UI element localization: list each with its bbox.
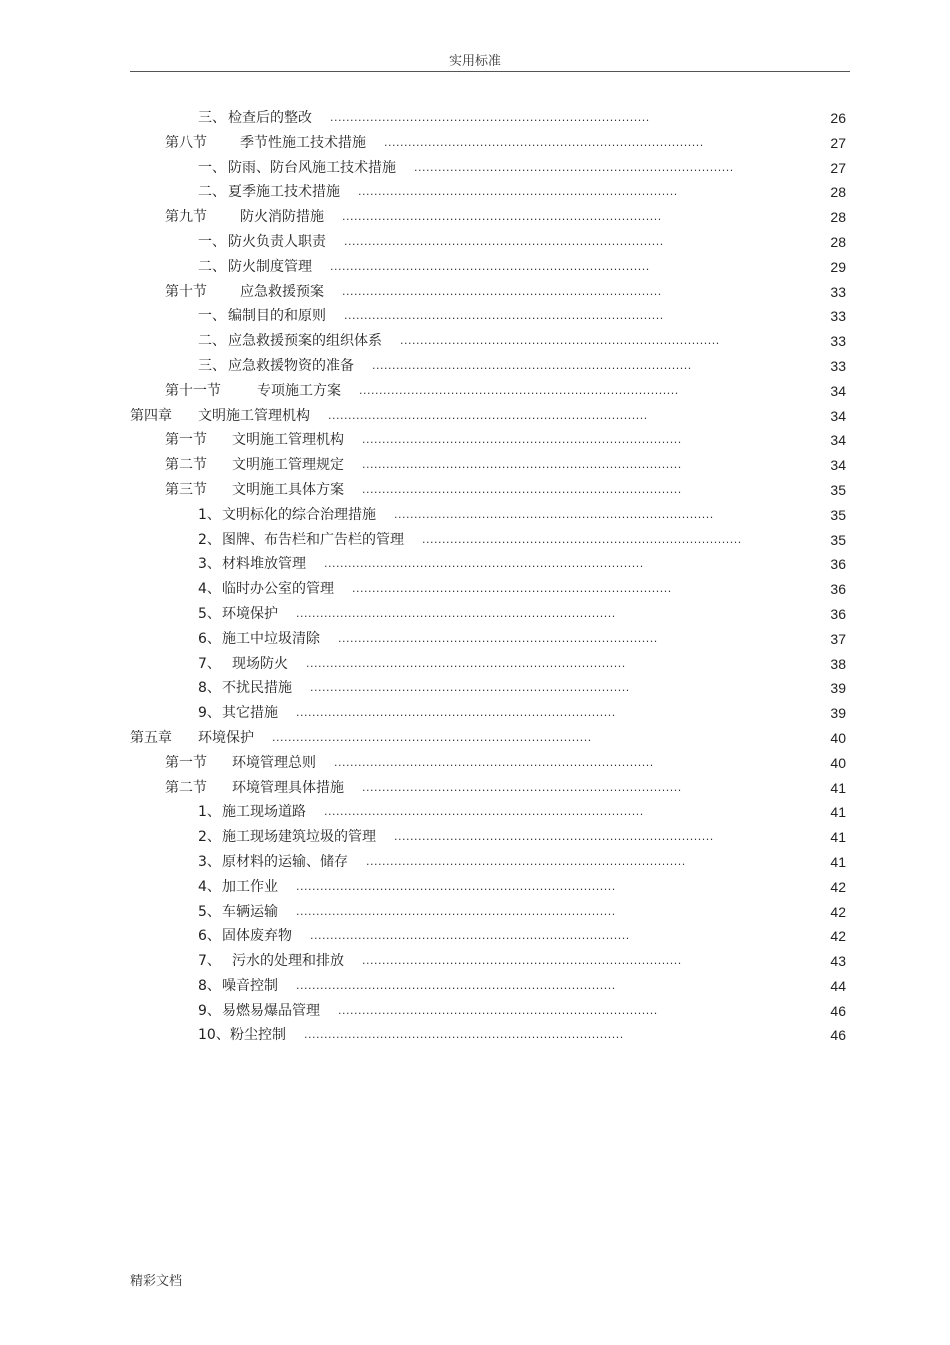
toc-entry[interactable] xyxy=(0,850,950,875)
toc-entry-number: 二、 xyxy=(198,333,226,350)
toc-entry-title: 应急救援预案 xyxy=(240,283,324,300)
toc-entry-title: 固体废弃物 xyxy=(222,928,292,945)
toc-entry-number: 第二节 xyxy=(165,457,207,474)
toc-entry[interactable] xyxy=(0,180,950,205)
toc-entry-number: 第十一节 xyxy=(165,382,221,399)
toc-page-number: 43 xyxy=(830,953,846,970)
toc-page-number: 39 xyxy=(830,705,846,722)
toc-entry-number: 第八节 xyxy=(165,134,207,151)
toc-entry-number: 3、 xyxy=(198,853,221,870)
toc-entry-title: 临时办公室的管理 xyxy=(222,581,334,598)
toc-entry-number: 第三节 xyxy=(165,481,207,498)
toc-entry-title: 文明施工管理规定 xyxy=(232,457,344,474)
toc-entry-title: 环境管理总则 xyxy=(232,754,316,771)
toc-entry-number: 2、 xyxy=(198,531,221,548)
toc-entry-number: 1、 xyxy=(198,804,221,821)
toc-page-number: 33 xyxy=(830,357,846,374)
toc-page-number: 28 xyxy=(830,209,846,226)
toc-leader-dots: ................................................................................ xyxy=(362,433,682,447)
toc-entry[interactable] xyxy=(0,875,950,900)
toc-entry-number: 3、 xyxy=(198,556,221,573)
toc-entry[interactable] xyxy=(0,156,950,181)
toc-leader-dots: ................................................................................ xyxy=(296,978,616,992)
toc-entry-title: 施工中垃圾清除 xyxy=(222,630,320,647)
toc-entry-title: 粉尘控制 xyxy=(230,1027,286,1044)
toc-entry-number: 第十节 xyxy=(165,283,207,300)
toc-entry-number: 第一节 xyxy=(165,754,207,771)
toc-entry[interactable] xyxy=(0,354,950,379)
header-rule xyxy=(130,71,850,72)
toc-entry-title: 施工现场建筑垃圾的管理 xyxy=(222,829,376,846)
toc-page-number: 35 xyxy=(830,506,846,523)
toc-page-number: 35 xyxy=(830,481,846,498)
toc-page-number: 41 xyxy=(830,804,846,821)
toc-entry-title: 环境管理具体措施 xyxy=(232,779,344,796)
toc-leader-dots: ................................................................................ xyxy=(422,532,742,546)
toc-entry[interactable] xyxy=(0,255,950,280)
toc-page-number: 36 xyxy=(830,556,846,573)
toc-page-number: 36 xyxy=(830,605,846,622)
toc-entry-title: 文明标化的综合治理措施 xyxy=(222,506,376,523)
toc-entry[interactable] xyxy=(0,503,950,528)
toc-leader-dots: ................................................................................ xyxy=(324,805,644,819)
toc-entry[interactable] xyxy=(0,428,950,453)
toc-entry-title: 环境保护 xyxy=(198,729,254,746)
toc-page-number: 27 xyxy=(830,159,846,176)
toc-page-number: 38 xyxy=(830,655,846,672)
toc-entry-number: 6、 xyxy=(198,928,221,945)
toc-leader-dots: ................................................................................ xyxy=(344,234,664,248)
toc-entry-title: 应急救援物资的准备 xyxy=(228,357,354,374)
toc-leader-dots: ................................................................................ xyxy=(330,259,650,273)
toc-entry-number: 二、 xyxy=(198,258,226,275)
toc-entry-number: 一、 xyxy=(198,308,226,325)
toc-entry-title: 不扰民措施 xyxy=(222,680,292,697)
toc-entry-title: 防雨、防台风施工技术措施 xyxy=(228,159,396,176)
toc-leader-dots: ................................................................................ xyxy=(306,656,626,670)
toc-entry-number: 6、 xyxy=(198,630,221,647)
toc-page-number: 33 xyxy=(830,308,846,325)
toc-entry[interactable] xyxy=(0,528,950,553)
toc-entry-title: 其它措施 xyxy=(222,705,278,722)
toc-page-number: 42 xyxy=(830,903,846,920)
toc-page-number: 28 xyxy=(830,233,846,250)
toc-page-number: 42 xyxy=(830,878,846,895)
toc-page-number: 41 xyxy=(830,853,846,870)
toc-page-number: 40 xyxy=(830,729,846,746)
toc-entry-title: 原材料的运输、储存 xyxy=(222,853,348,870)
toc-entry-title: 文明施工具体方案 xyxy=(232,481,344,498)
toc-leader-dots: ................................................................................ xyxy=(328,408,648,422)
toc-page-number: 28 xyxy=(830,184,846,201)
toc-leader-dots: ................................................................................ xyxy=(310,929,630,943)
toc-page-number: 46 xyxy=(830,1027,846,1044)
toc-leader-dots: ................................................................................ xyxy=(344,309,664,323)
toc-page-number: 42 xyxy=(830,928,846,945)
toc-entry-number: 9、 xyxy=(198,1002,221,1019)
toc-entry-number: 7、 xyxy=(198,655,221,672)
toc-page-number: 27 xyxy=(830,134,846,151)
toc-entry[interactable] xyxy=(0,131,950,156)
toc-entry-number: 2、 xyxy=(198,829,221,846)
toc-entry-number: 第五章 xyxy=(130,729,172,746)
toc-leader-dots: ................................................................................ xyxy=(358,185,678,199)
toc-entry-title: 加工作业 xyxy=(222,878,278,895)
toc-leader-dots: ................................................................................ xyxy=(304,1028,624,1042)
toc-leader-dots: ................................................................................ xyxy=(338,1003,658,1017)
toc-entry[interactable] xyxy=(0,652,950,677)
toc-entry[interactable] xyxy=(0,329,950,354)
toc-leader-dots: ................................................................................ xyxy=(334,755,654,769)
toc-page-number: 34 xyxy=(830,432,846,449)
toc-entry-number: 第九节 xyxy=(165,209,207,226)
toc-page-number: 44 xyxy=(830,977,846,994)
toc-entry[interactable] xyxy=(0,627,950,652)
toc-entry[interactable] xyxy=(0,453,950,478)
toc-page-number: 41 xyxy=(830,829,846,846)
toc-entry-number: 8、 xyxy=(198,977,221,994)
toc-entry-title: 季节性施工技术措施 xyxy=(240,134,366,151)
toc-entry-title: 文明施工管理机构 xyxy=(198,407,310,424)
toc-entry-title: 现场防火 xyxy=(232,655,288,672)
toc-leader-dots: ................................................................................ xyxy=(362,954,682,968)
toc-leader-dots: ................................................................................ xyxy=(296,904,616,918)
toc-page-number: 35 xyxy=(830,531,846,548)
toc-leader-dots: ................................................................................ xyxy=(272,730,592,744)
toc-entry[interactable] xyxy=(0,404,950,429)
toc-entry[interactable] xyxy=(0,602,950,627)
toc-page-number: 36 xyxy=(830,581,846,598)
toc-entry[interactable] xyxy=(0,825,950,850)
toc-entry-number: 一、 xyxy=(198,233,226,250)
toc-leader-dots: ................................................................................ xyxy=(362,482,682,496)
toc-page-number: 33 xyxy=(830,283,846,300)
page-header: 实用标准 xyxy=(448,54,501,69)
toc-entry-number: 一、 xyxy=(198,159,226,176)
toc-entry-title: 车辆运输 xyxy=(222,903,278,920)
toc-entry-title: 污水的处理和排放 xyxy=(232,953,344,970)
toc-leader-dots: ................................................................................ xyxy=(296,606,616,620)
toc-entry[interactable] xyxy=(0,379,950,404)
toc-entry[interactable] xyxy=(0,751,950,776)
toc-entry-number: 7、 xyxy=(198,953,221,970)
toc-leader-dots: ................................................................................ xyxy=(366,854,686,868)
toc-entry-title: 夏季施工技术措施 xyxy=(228,184,340,201)
toc-entry[interactable] xyxy=(0,106,950,131)
toc-entry-number: 第一节 xyxy=(165,432,207,449)
toc-entry-title: 防火消防措施 xyxy=(240,209,324,226)
toc-entry-number: 9、 xyxy=(198,705,221,722)
toc-entry-number: 4、 xyxy=(198,878,221,895)
toc-entry-number: 1、 xyxy=(198,506,221,523)
toc-entry-number: 4、 xyxy=(198,581,221,598)
toc-entry[interactable] xyxy=(0,304,950,329)
toc-leader-dots: ................................................................................ xyxy=(310,681,630,695)
toc-entry[interactable] xyxy=(0,726,950,751)
toc-entry-title: 施工现场道路 xyxy=(222,804,306,821)
toc-entry-title: 检查后的整改 xyxy=(228,110,312,126)
toc-leader-dots: ................................................................................ xyxy=(342,284,662,298)
toc-entry-number: 5、 xyxy=(198,605,221,622)
toc-leader-dots: ................................................................................ xyxy=(359,383,679,397)
toc-entry-title: 文明施工管理机构 xyxy=(232,432,344,449)
toc-entry-title: 应急救援预案的组织体系 xyxy=(228,333,382,350)
toc-leader-dots: ................................................................................ xyxy=(414,160,734,174)
toc-leader-dots: ................................................................................ xyxy=(384,135,704,149)
toc-leader-dots: ................................................................................ xyxy=(296,879,616,893)
toc-page-number: 37 xyxy=(830,630,846,647)
table-of-contents xyxy=(0,106,950,1048)
toc-page-number: 34 xyxy=(830,457,846,474)
toc-entry[interactable] xyxy=(0,924,950,949)
toc-page-number: 34 xyxy=(830,407,846,424)
toc-entry-number: 第二节 xyxy=(165,779,207,796)
toc-entry[interactable] xyxy=(0,800,950,825)
toc-leader-dots: ................................................................................ xyxy=(338,631,658,645)
toc-entry[interactable] xyxy=(0,577,950,602)
toc-entry[interactable] xyxy=(0,999,950,1024)
toc-entry-title: 编制目的和原则 xyxy=(228,308,326,325)
toc-entry-number: 10、 xyxy=(198,1027,230,1044)
toc-leader-dots: ................................................................................ xyxy=(362,780,682,794)
toc-entry-number: 8、 xyxy=(198,680,221,697)
toc-entry-number: 第四章 xyxy=(130,407,172,424)
toc-entry-title: 易燃易爆品管理 xyxy=(222,1002,320,1019)
toc-entry[interactable] xyxy=(0,949,950,974)
toc-leader-dots: ................................................................................ xyxy=(394,830,714,844)
toc-leader-dots: ................................................................................ xyxy=(324,557,644,571)
toc-leader-dots: ................................................................................ xyxy=(330,111,650,124)
toc-page-number: 33 xyxy=(830,333,846,350)
toc-page-number: 46 xyxy=(830,1002,846,1019)
toc-leader-dots: ................................................................................ xyxy=(352,582,672,596)
toc-entry[interactable] xyxy=(0,701,950,726)
toc-entry[interactable] xyxy=(0,205,950,230)
toc-entry[interactable] xyxy=(0,776,950,801)
toc-entry[interactable] xyxy=(0,552,950,577)
toc-entry[interactable] xyxy=(0,974,950,999)
toc-entry-number: 二、 xyxy=(198,184,226,201)
toc-entry[interactable] xyxy=(0,676,950,701)
toc-leader-dots: ................................................................................ xyxy=(342,210,662,224)
toc-entry-title: 噪音控制 xyxy=(222,977,278,994)
toc-page-number: 26 xyxy=(830,110,846,126)
toc-entry[interactable] xyxy=(0,280,950,305)
toc-leader-dots: ................................................................................ xyxy=(400,334,720,348)
toc-leader-dots: ................................................................................ xyxy=(296,706,616,720)
toc-entry-title: 专项施工方案 xyxy=(257,382,341,399)
toc-entry-title: 环境保护 xyxy=(222,605,278,622)
toc-entry-title: 图牌、布告栏和广告栏的管理 xyxy=(222,531,404,548)
toc-entry-title: 材料堆放管理 xyxy=(222,556,306,573)
toc-page-number: 39 xyxy=(830,680,846,697)
toc-leader-dots: ................................................................................ xyxy=(362,458,682,472)
toc-entry[interactable] xyxy=(0,478,950,503)
toc-page-number: 34 xyxy=(830,382,846,399)
toc-entry-number: 三、 xyxy=(198,357,226,374)
toc-leader-dots: ................................................................................ xyxy=(394,507,714,521)
toc-entry-title: 防火制度管理 xyxy=(228,258,312,275)
toc-page-number: 40 xyxy=(830,754,846,771)
toc-entry-number: 5、 xyxy=(198,903,221,920)
toc-entry-title: 防火负责人职责 xyxy=(228,233,326,250)
toc-leader-dots: ................................................................................ xyxy=(372,358,692,372)
toc-entry[interactable] xyxy=(0,900,950,925)
toc-entry[interactable] xyxy=(0,1023,950,1048)
page-footer: 精彩文档 xyxy=(130,1274,183,1289)
toc-entry[interactable] xyxy=(0,230,950,255)
toc-entry-number: 三、 xyxy=(198,110,226,126)
toc-page-number: 41 xyxy=(830,779,846,796)
toc-page-number: 29 xyxy=(830,258,846,275)
